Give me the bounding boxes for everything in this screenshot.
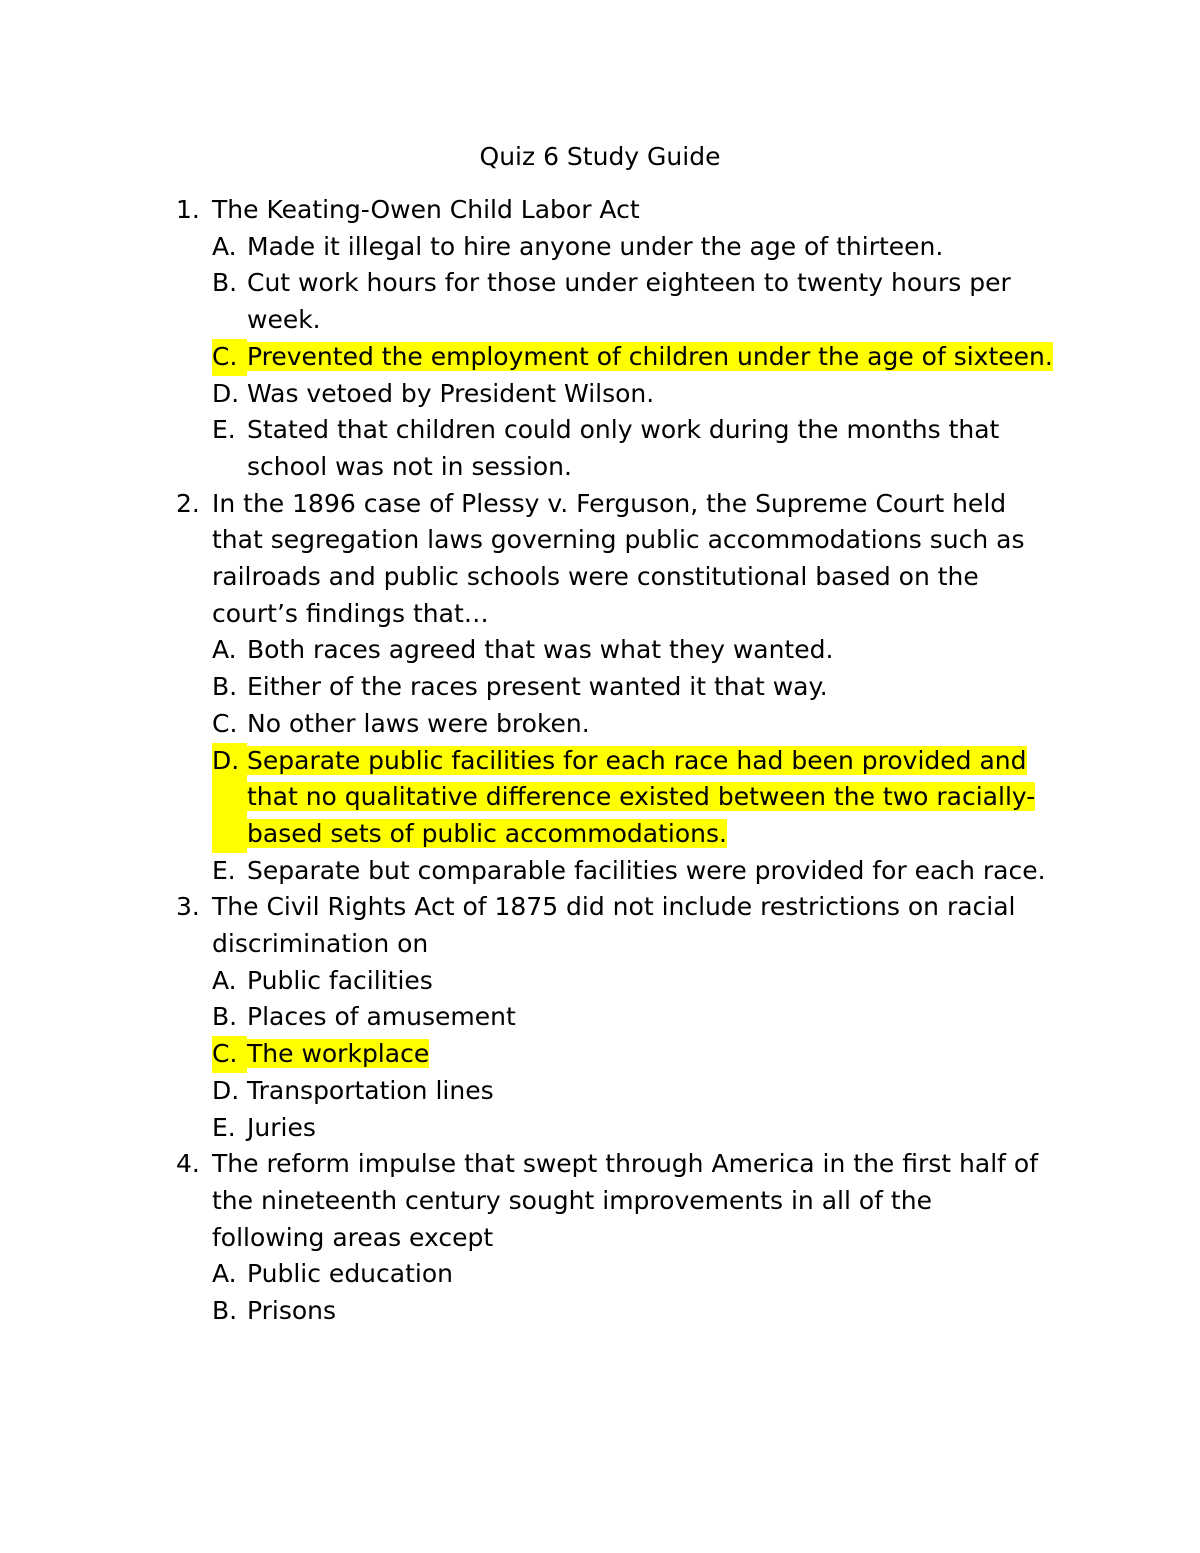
option-letter: C. [212, 1036, 247, 1073]
option-letter: E. [212, 855, 236, 885]
option-3e [212, 1110, 1082, 1147]
option-text: No other laws were broken. [247, 708, 590, 738]
option-text: Transportation lines [247, 1075, 494, 1105]
question-2-options [212, 632, 1076, 889]
question-text: The reform impulse that swept through America in the first half of the nineteenth century sought improvements in all of the following areas except [212, 1149, 1039, 1252]
option-text: Separate but comparable facilities were provided for each race. [247, 855, 1046, 885]
option-text: Public education [247, 1259, 453, 1289]
option-letter: B. [212, 672, 238, 702]
option-2b [212, 669, 1082, 706]
option-text: Separate public facilities for each race had been provided and that no qualitative difference existed between the two racially-based sets of public accommodations. [247, 745, 1036, 848]
question-number: 3. [176, 892, 200, 922]
option-text: Prisons [247, 1296, 337, 1326]
option-text: Both races agreed that was what they wanted. [247, 635, 834, 665]
option-3a [212, 963, 1082, 1000]
question-number: 4. [176, 1149, 200, 1179]
question-number: 2. [176, 488, 200, 518]
option-letter: B. [212, 268, 238, 298]
option-text: Either of the races present wanted it that way. [247, 672, 828, 702]
option-text: Cut work hours for those under eighteen to twenty hours per week. [247, 268, 1011, 335]
question-2 [176, 486, 1076, 633]
option-text: Was vetoed by President Wilson. [247, 378, 655, 408]
quiz-list [176, 192, 1076, 1330]
option-4a [212, 1256, 1082, 1293]
option-1d [212, 376, 1082, 413]
option-2a [212, 632, 1082, 669]
option-letter: B. [212, 1002, 238, 1032]
option-3b [212, 999, 1082, 1036]
question-text: In the 1896 case of Plessy v. Ferguson, the Supreme Court held that segregation laws governing public accommodations such as railroads and public schools were constitutional based on the court’s findings that… [212, 488, 1025, 628]
option-1a [212, 229, 1082, 266]
option-3d [212, 1073, 1082, 1110]
option-4b [212, 1293, 1082, 1330]
option-text: The workplace [247, 1039, 430, 1069]
option-letter: E. [212, 1112, 236, 1142]
option-2d-highlighted [212, 743, 1082, 853]
question-4-options [212, 1256, 1076, 1329]
option-letter: C. [212, 708, 238, 738]
question-number: 1. [176, 195, 200, 224]
option-letter: A. [212, 231, 237, 261]
option-1c-highlighted [212, 339, 1082, 376]
option-text: Stated that children could only work during the months that school was not in session. [247, 415, 1000, 481]
question-3 [176, 889, 1076, 962]
option-letter: B. [212, 1296, 238, 1326]
option-2e [212, 853, 1082, 890]
page-title: Quiz 6 Study Guide [479, 142, 721, 171]
option-letter: C. [212, 339, 247, 376]
question-3-options [212, 963, 1076, 1147]
option-1b [212, 265, 1082, 338]
question-1-options [212, 229, 1076, 486]
option-letter: D. [212, 378, 240, 408]
option-letter: A. [212, 965, 237, 995]
option-2c [212, 706, 1082, 743]
question-text: The Keating-Owen Child Labor Act [212, 195, 640, 224]
option-letter: D. [212, 1075, 240, 1105]
option-letter: A. [212, 635, 237, 665]
option-3c-highlighted [212, 1036, 1082, 1073]
question-text: The Civil Rights Act of 1875 did not include restrictions on racial discrimination on [212, 892, 1016, 959]
option-letter: E. [212, 415, 236, 445]
question-4 [176, 1146, 1076, 1256]
question-1 [176, 192, 1076, 229]
option-text: Juries [247, 1112, 316, 1142]
option-text: Made it illegal to hire anyone under the age of thirteen. [247, 231, 944, 261]
option-letter: A. [212, 1259, 237, 1289]
option-letter: D. [212, 743, 247, 853]
option-text: Places of amusement [247, 1002, 516, 1032]
option-text: Prevented the employment of children under the age of sixteen. [247, 341, 1053, 371]
option-text: Public facilities [247, 965, 433, 995]
option-1e [212, 412, 1082, 485]
